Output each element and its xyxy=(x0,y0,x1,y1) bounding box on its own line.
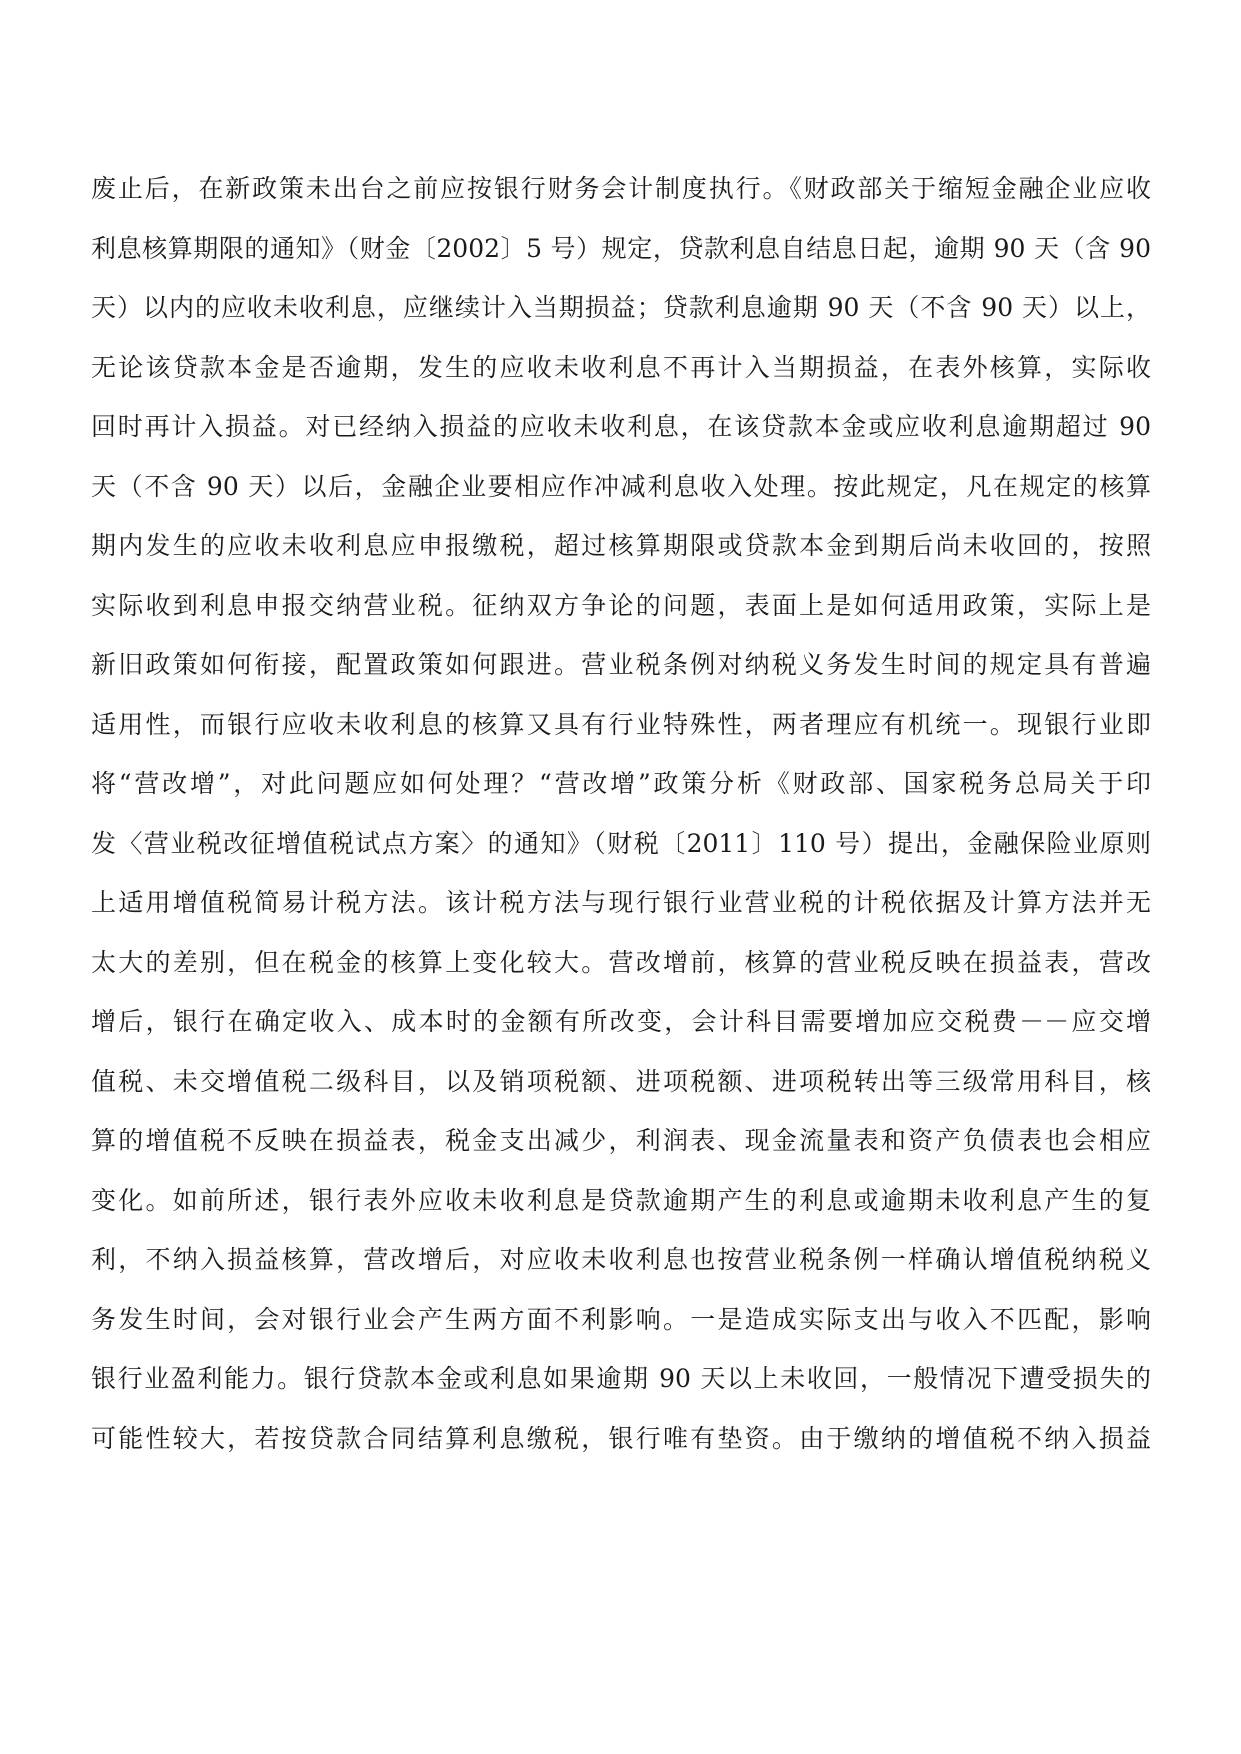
text-line: 适用性，而银行应收未收利息的核算又具有行业特殊性，两者理应有机统一。现银行业即 xyxy=(91,709,1151,739)
text-line: 变化。如前所述，银行表外应收未收利息是贷款逾期产生的利息或逾期未收利息产生的复 xyxy=(91,1185,1151,1215)
text-line: 值税、未交增值税二级科目，以及销项税额、进项税额、进项税转出等三级常用科目，核 xyxy=(91,1066,1151,1096)
text-line: 可能性较大，若按贷款合同结算利息缴税，银行唯有垫资。由于缴纳的增值税不纳入损益 xyxy=(91,1423,1151,1453)
text-line: 利，不纳入损益核算，营改增后，对应收未收利息也按营业税条例一样确认增值税纳税义 xyxy=(91,1245,1151,1274)
text-line: 实际收到利息申报交纳营业税。征纳双方争论的问题，表面上是如何适用政策，实际上是 xyxy=(91,590,1151,620)
text-line: 无论该贷款本金是否逾期，发生的应收未收利息不再计入当期损益，在表外核算，实际收 xyxy=(91,352,1151,382)
text-line: 将“营改增”，对此问题应如何处理？“营改增”政策分析《财政部、国家税务总局关于印 xyxy=(91,769,1151,798)
text-line: 回时再计入损益。对已经纳入损益的应收未收利息，在该贷款本金或应收利息逾期超过 90 xyxy=(91,412,1151,441)
text-line: 利息核算期限的通知》（财金〔2002〕5 号）规定，贷款利息自结息日起，逾期 90 天（含 90 xyxy=(91,233,1151,263)
text-line: 增后，银行在确定收入、成本时的金额有所改变，会计科目需要增加应交税费－－应交增 xyxy=(91,1007,1151,1036)
text-line: 新旧政策如何衔接，配置政策如何跟进。营业税条例对纳税义务发生时间的规定具有普遍 xyxy=(91,650,1151,679)
text-line: 废止后，在新政策未出台之前应按银行财务会计制度执行。《财政部关于缩短金融企业应收 xyxy=(91,174,1151,203)
text-line: 太大的差别，但在税金的核算上变化较大。营改增前，核算的营业税反映在损益表，营改 xyxy=(91,947,1151,977)
text-line: 上适用增值税简易计税方法。该计税方法与现行银行业营业税的计税依据及计算方法并无 xyxy=(91,888,1151,917)
text-line: 期内发生的应收未收利息应申报缴税，超过核算期限或贷款本金到期后尚未收回的，按照 xyxy=(91,531,1151,560)
body-text xyxy=(91,159,1151,1468)
text-line: 天（不含 90 天）以后，金融企业要相应作冲减利息收入处理。按此规定，凡在规定的核算 xyxy=(91,471,1151,501)
text-line: 发〈营业税改征增值税试点方案〉的通知》（财税〔2011〕110 号）提出，金融保险业原则 xyxy=(91,828,1151,858)
text-line: 银行业盈利能力。银行贷款本金或利息如果逾期 90 天以上未收回，一般情况下遭受损失的 xyxy=(91,1364,1151,1393)
text-line: 天）以内的应收未收利息，应继续计入当期损益；贷款利息逾期 90 天（不含 90 天）以上， xyxy=(91,293,1151,322)
text-line: 算的增值税不反映在损益表，税金支出减少，利润表、现金流量表和资产负债表也会相应 xyxy=(91,1126,1151,1155)
text-line: 务发生时间，会对银行业会产生两方面不利影响。一是造成实际支出与收入不匹配，影响 xyxy=(91,1304,1151,1334)
